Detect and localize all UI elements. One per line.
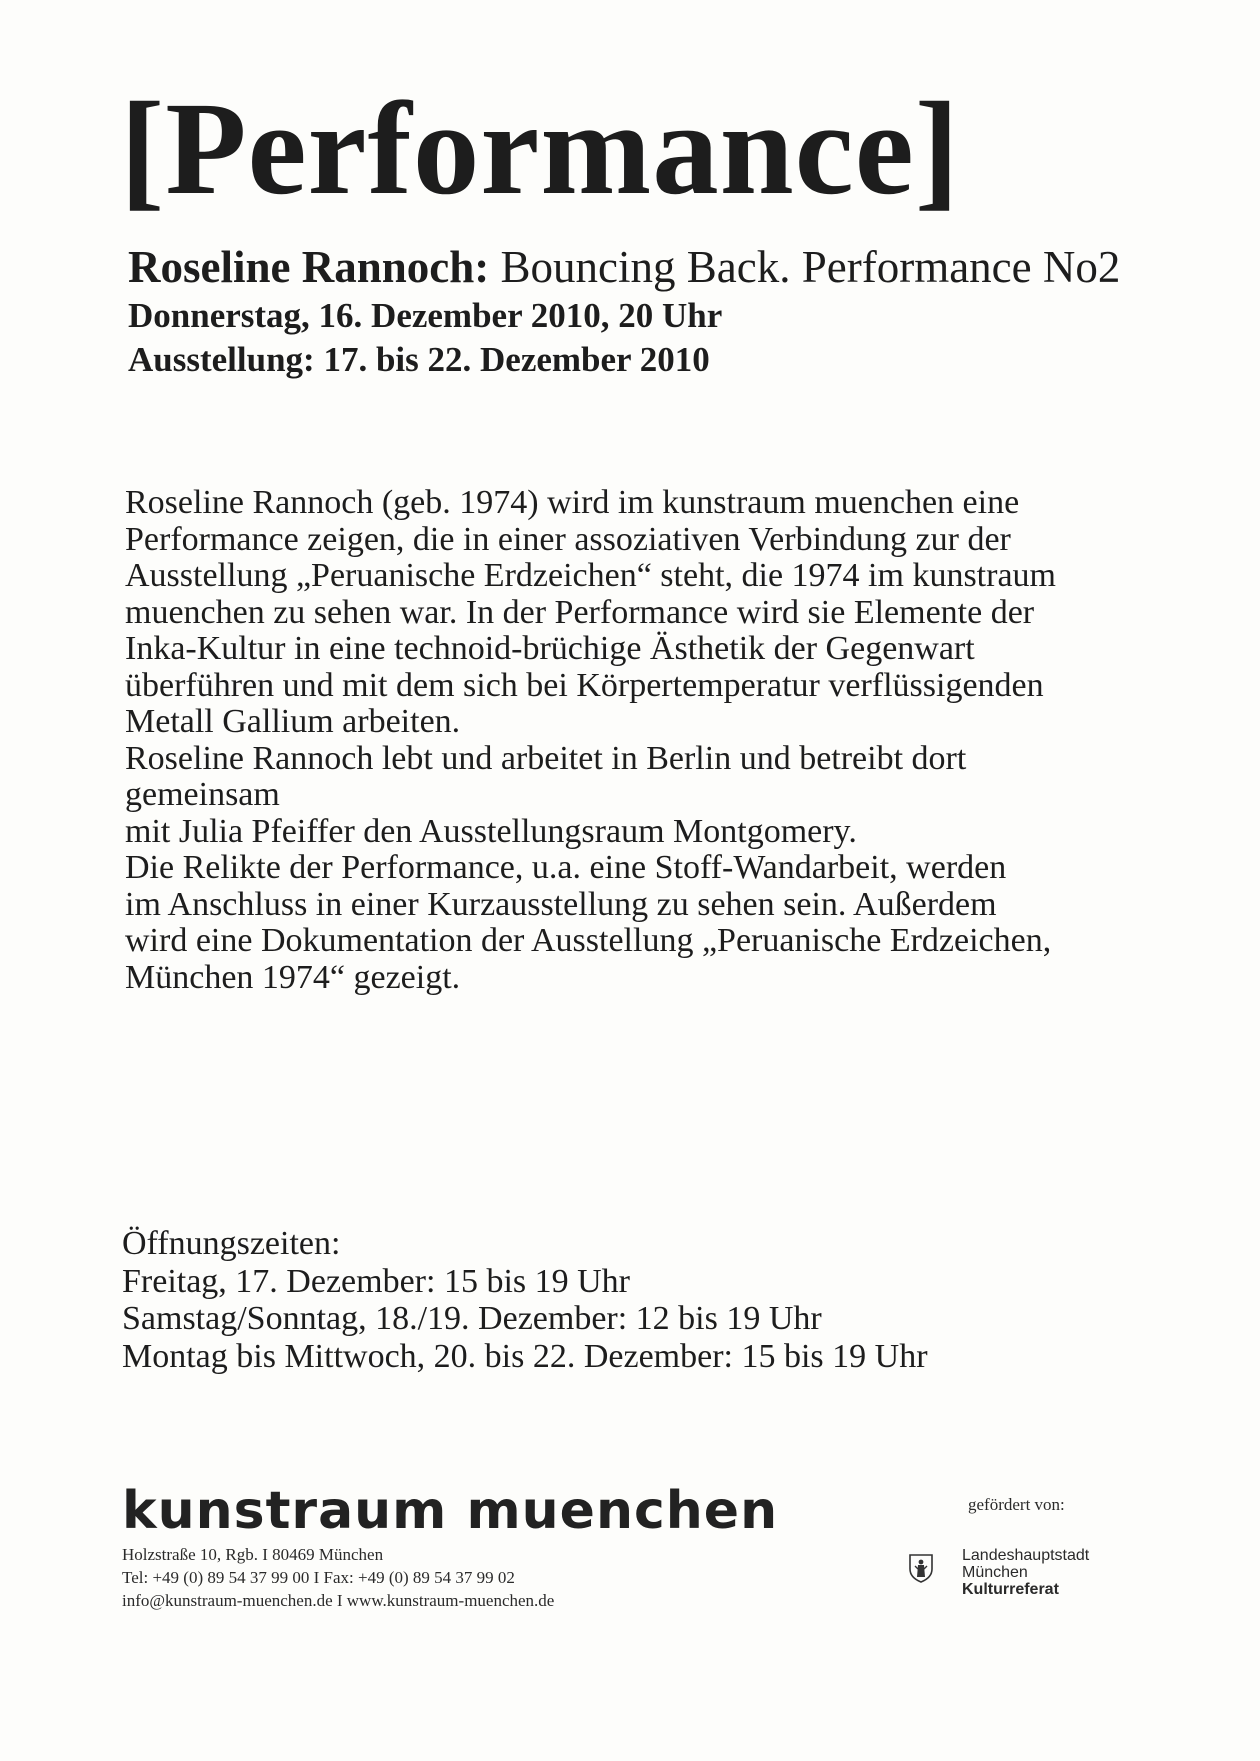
venue-phone: Tel: +49 (0) 89 54 37 99 00 I Fax: +49 (0) 89 54 37 99 02 xyxy=(122,1568,515,1587)
venue-web: info@kunstraum-muenchen.de I www.kunstraum-muenchen.de xyxy=(122,1591,555,1610)
opening-hours-line: Samstag/Sonntag, 18./19. Dezember: 12 bis 19 Uhr xyxy=(122,1300,822,1337)
event-header xyxy=(128,240,1120,382)
sponsor-organization xyxy=(962,1547,1089,1598)
event-date: Donnerstag, 16. Dezember 2010, 20 Uhr xyxy=(128,296,723,335)
opening-hours xyxy=(122,1225,928,1375)
body-line: Metall Gallium arbeiten. xyxy=(125,703,461,740)
venue-logo: kunstraum muenchen xyxy=(122,1481,779,1541)
body-line: überführen und mit dem sich bei Körpertemperatur verflüssigenden xyxy=(125,666,1044,704)
opening-hours-line: Montag bis Mittwoch, 20. bis 22. Dezember: 15 bis 19 Uhr xyxy=(122,1337,928,1375)
body-line: mit Julia Pfeiffer den Ausstellungsraum Montgomery. xyxy=(125,812,857,850)
opening-hours-line: Freitag, 17. Dezember: 15 bis 19 Uhr xyxy=(122,1262,630,1300)
body-line: im Anschluss in einer Kurzausstellung zu sehen sein. Außerdem xyxy=(125,885,997,923)
page-title: [Performance] xyxy=(120,74,961,222)
event-subtitle xyxy=(128,240,1120,294)
exhibition-dates: Ausstellung: 17. bis 22. Dezember 2010 xyxy=(128,340,710,379)
body-line: Roseline Rannoch lebt und arbeitet in Berlin und betreibt dort gemeinsam xyxy=(125,739,967,813)
opening-hours-heading: Öffnungszeiten: xyxy=(122,1225,341,1262)
body-line: Die Relikte der Performance, u.a. eine Stoff-Wandarbeit, werden xyxy=(125,849,1007,886)
munich-crest-icon xyxy=(908,1553,934,1583)
venue-contact xyxy=(122,1543,778,1612)
sponsor-city: Landeshauptstadt xyxy=(962,1547,1090,1564)
body-line: Roseline Rannoch (geb. 1974) wird im kunstraum muenchen eine xyxy=(125,484,1020,521)
artist-name: Roseline Rannoch: xyxy=(128,242,490,292)
sponsor-label: gefördert von: xyxy=(968,1495,1065,1514)
venue-address: Holzstraße 10, Rgb. I 80469 München xyxy=(122,1545,384,1564)
sponsor-town: München xyxy=(962,1564,1028,1581)
description-text xyxy=(125,485,1125,996)
body-line: München 1974“ gezeigt. xyxy=(125,958,461,996)
venue-footer xyxy=(122,1481,779,1612)
work-title: Bouncing Back. Performance No2 xyxy=(489,242,1121,292)
body-line: Performance zeigen, die in einer assoziativen Verbindung zur der xyxy=(125,520,1011,558)
body-line: Ausstellung „Peruanische Erdzeichen“ steht, die 1974 im kunstraum xyxy=(125,557,1056,594)
body-line: Inka-Kultur in eine technoid-brüchige Ästhetik der Gegenwart xyxy=(125,630,975,667)
body-line: wird eine Dokumentation der Ausstellung „Peruanische Erdzeichen, xyxy=(125,922,1052,959)
sponsor-department: Kulturreferat xyxy=(962,1581,1059,1598)
body-line: muenchen zu sehen war. In der Performance wird sie Elemente der xyxy=(125,593,1035,631)
